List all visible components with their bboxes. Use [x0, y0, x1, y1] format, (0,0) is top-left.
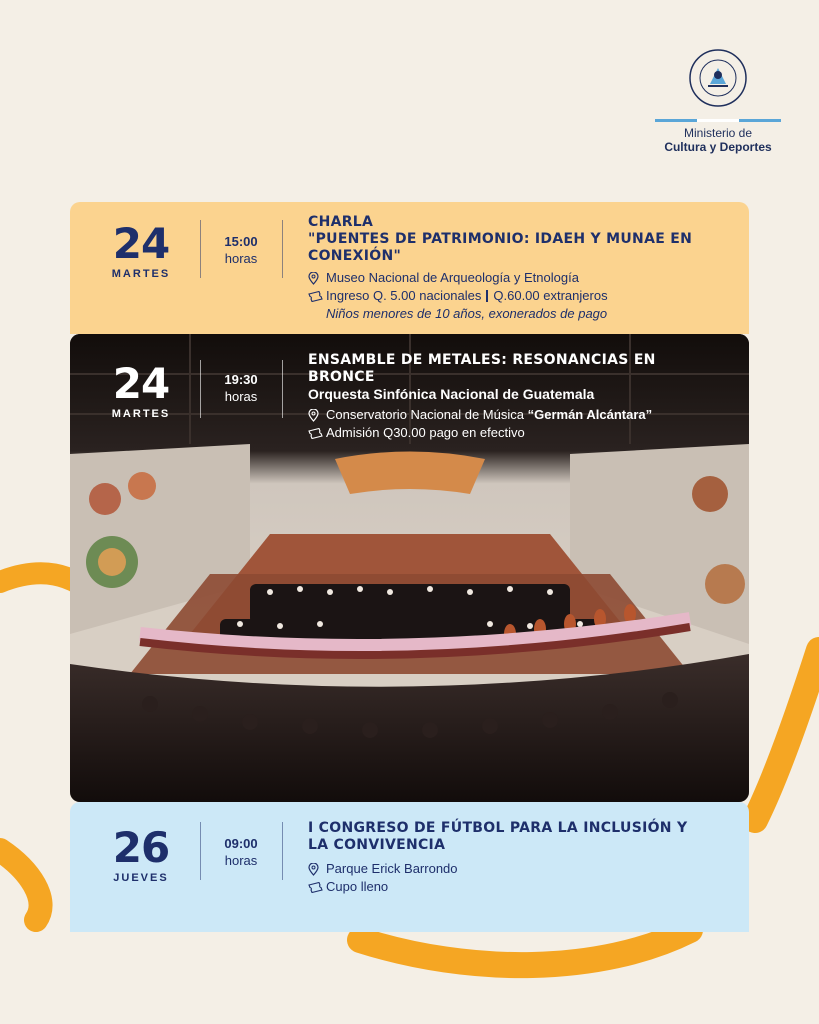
- event-info: [308, 352, 669, 442]
- ticket-text: Cupo lleno: [326, 879, 389, 894]
- event-date: [86, 219, 196, 280]
- event-time-value: 19:30: [224, 372, 258, 387]
- ticket-icon: [308, 882, 326, 893]
- logo-line-1: Ministerio de: [683, 126, 753, 140]
- ticket-icon: [308, 428, 326, 439]
- event-date: [86, 359, 196, 420]
- event-note: Niños menores de 10 años, exonerados de pago: [326, 306, 608, 321]
- event-location: [308, 269, 729, 287]
- event-info: [308, 214, 729, 323]
- event-day: 24: [112, 359, 170, 408]
- event-title: ENSAMBLE DE METALES: RESONANCIAS EN BRONCE: [308, 352, 656, 385]
- event-day: 26: [112, 823, 170, 872]
- event-ticket: [308, 424, 669, 442]
- guatemala-seal-icon: [688, 48, 748, 108]
- event-info: [308, 820, 709, 896]
- location-pin-icon: [308, 272, 326, 285]
- ticket-text: Admisión Q30.00 pago en efectivo: [326, 425, 525, 440]
- location-pin-icon: [308, 409, 326, 422]
- event-subtitle: Orquesta Sinfónica Nacional de Guatemala: [308, 386, 595, 402]
- separator: [486, 290, 488, 302]
- event-card-congreso: [70, 802, 749, 932]
- event-ticket: [308, 878, 709, 896]
- event-day: 24: [112, 219, 170, 268]
- ticket-text-foreign: Q.60.00 extranjeros: [493, 288, 608, 303]
- event-time: [210, 234, 272, 268]
- ticket-text-national: Ingreso Q. 5.00 nacionales: [326, 288, 482, 303]
- event-time: [210, 836, 272, 870]
- location-text: Conservatorio Nacional de Música: [326, 407, 528, 422]
- logo-line-2: Cultura y Deportes: [664, 140, 772, 154]
- location-text: Museo Nacional de Arqueología y Etnología: [326, 270, 579, 285]
- event-category: CHARLA: [308, 214, 374, 230]
- location-text-emphasis: “Germán Alcántara”: [527, 407, 653, 422]
- event-time-unit: horas: [224, 389, 258, 404]
- ministry-logo: [648, 48, 788, 154]
- event-card-concert: [70, 334, 749, 802]
- event-weekday: MARTES: [111, 408, 171, 420]
- event-time-value: 09:00: [224, 836, 258, 851]
- event-date: [86, 823, 196, 884]
- divider: [282, 360, 283, 418]
- event-weekday: JUEVES: [113, 872, 169, 884]
- event-title: I CONGRESO DE FÚTBOL PARA LA INCLUSIÓN Y LA CONVIVENCIA: [308, 820, 688, 853]
- event-card-charla: [70, 202, 749, 334]
- event-location: [308, 860, 709, 878]
- event-weekday: MARTES: [111, 268, 171, 280]
- divider: [282, 220, 283, 278]
- divider: [282, 822, 283, 880]
- divider: [200, 220, 201, 278]
- event-location: [308, 406, 669, 424]
- ticket-icon: [308, 291, 326, 302]
- event-time-value: 15:00: [224, 234, 258, 249]
- event-time-unit: horas: [224, 853, 258, 868]
- divider: [200, 822, 201, 880]
- event-ticket: [308, 287, 729, 305]
- location-text: Parque Erick Barrondo: [326, 861, 458, 876]
- divider: [200, 360, 201, 418]
- event-time-unit: horas: [224, 251, 258, 266]
- event-title: "PUENTES DE PATRIMONIO: IDAEH Y MUNAE EN CONEXIÓN": [308, 231, 693, 264]
- event-time: [210, 372, 272, 406]
- flag-bars: [648, 119, 788, 122]
- location-pin-icon: [308, 863, 326, 876]
